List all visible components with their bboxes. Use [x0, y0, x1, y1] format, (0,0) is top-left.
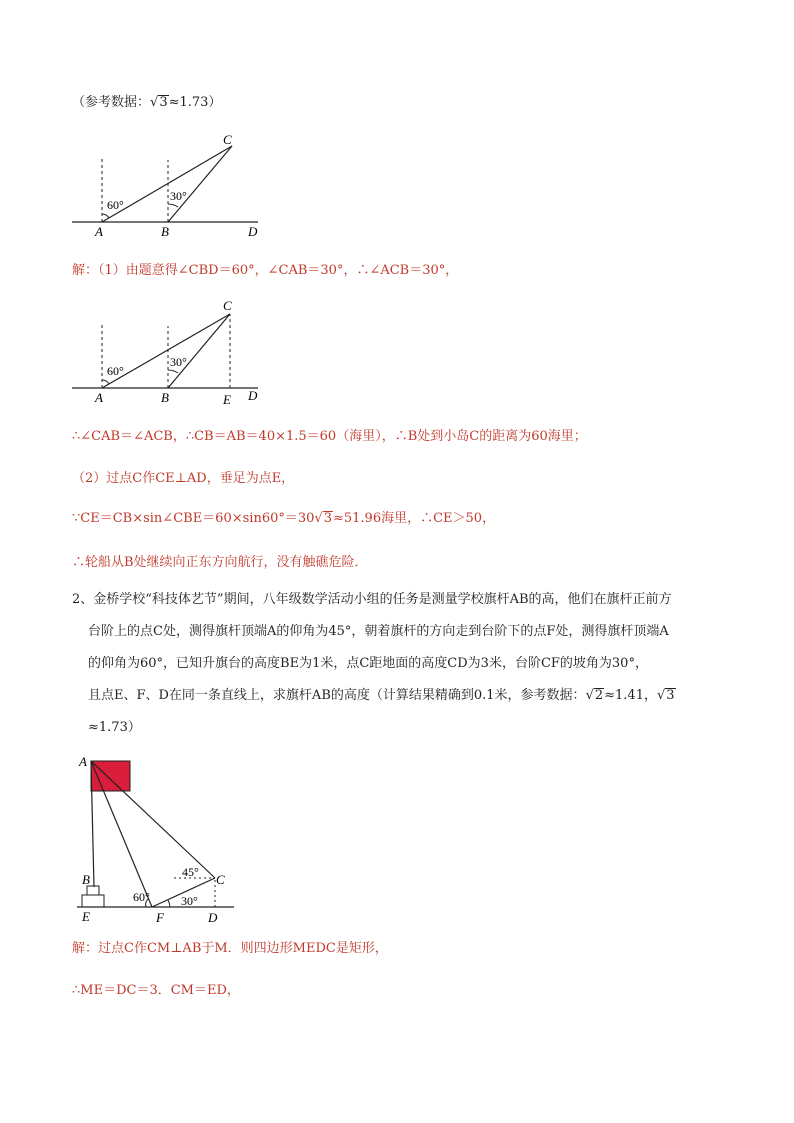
- ref-value: ≈1.73）: [168, 95, 222, 110]
- problem-2-line-2: 台阶上的点C处，测得旗杆顶端A的仰角为45°，朝着旗杆的方向走到台阶下的点F处，测得旗杆顶端A: [88, 624, 669, 639]
- segment-bc: [168, 146, 232, 222]
- label-b: B: [82, 872, 90, 887]
- problem-2-line-5: ≈1.73）: [88, 720, 141, 735]
- figure-3: [72, 752, 242, 924]
- ref-prefix: （参考数据：: [72, 95, 151, 110]
- sqrt-symbol: √: [585, 688, 594, 703]
- problem-2-line-3: 的仰角为60°，已知升旗台的高度BE为1米，点C距地面的高度CD为3米，台阶CF的坡角为30°，: [88, 656, 648, 671]
- solution-conclusion: ∴轮船从B处继续向正东方向航行，没有触礁危险．: [72, 555, 368, 570]
- solution-3-line-2: ∴ME＝DC＝3．CM＝ED，: [72, 983, 240, 998]
- label-a: A: [95, 390, 103, 405]
- platform-top: [87, 886, 99, 895]
- arc-a: [102, 380, 109, 384]
- platform-base: [82, 895, 104, 907]
- label-d: D: [248, 224, 258, 239]
- label-angle-b: 30°: [170, 189, 187, 203]
- label-angle-a: 60°: [107, 364, 124, 378]
- reference-data: [72, 94, 221, 112]
- label-a: A: [79, 754, 87, 769]
- problem-text-1: 金桥学校“科技体艺节”期间，八年级数学活动小组的任务是测量学校旗杆AB的高，他们在旗杆正前方: [93, 592, 672, 607]
- label-e: E: [82, 909, 90, 924]
- ce-calc-post: ≈51.96海里，∴CE＞50，: [332, 511, 496, 526]
- label-b: B: [161, 390, 169, 405]
- problem-2: [72, 584, 732, 744]
- label-angle-45: 45°: [182, 865, 199, 879]
- sqrt-symbol: √: [150, 95, 159, 110]
- solution-1-line-2: ∴∠CAB＝∠ACB，∴CB＝AB＝40×1.5＝60（海里），∴B处到小岛C的距离为60海里；: [72, 429, 587, 444]
- sqrt-radicand: 3: [159, 95, 168, 110]
- arc-b: [168, 370, 178, 373]
- label-f: F: [156, 910, 164, 924]
- label-a: A: [95, 224, 103, 239]
- sqrt-symbol: √: [314, 511, 323, 526]
- sqrt-radicand-2: 2: [594, 688, 604, 703]
- label-angle-30: 30°: [181, 894, 198, 908]
- solution-2-line-2: [72, 510, 495, 528]
- problem-2-line-1: [72, 584, 732, 616]
- label-b: B: [161, 224, 169, 239]
- sqrt-symbol: √: [656, 688, 666, 703]
- line-ac: [91, 761, 215, 878]
- segment-bc: [168, 314, 230, 388]
- problem-text-4-mid: ≈1.41，: [604, 688, 657, 703]
- label-angle-60: 60°: [133, 890, 150, 904]
- label-angle-b: 30°: [170, 355, 187, 369]
- label-c: C: [223, 132, 232, 147]
- ce-calc-radicand: 3: [323, 511, 332, 526]
- problem-number: 2、: [72, 592, 94, 607]
- label-e: E: [223, 392, 231, 406]
- arc-30: [168, 900, 170, 907]
- solution-3-line-1: 解：过点C作CM⊥AB于M．则四边形MEDC是矩形，: [72, 941, 388, 956]
- figure-2: [65, 296, 265, 406]
- problem-2-line-4: [72, 680, 732, 712]
- sqrt-radicand-3: 3: [666, 688, 675, 703]
- solution-2-line-1: （2）过点C作CE⊥AD，垂足为点E，: [72, 471, 295, 486]
- label-angle-a: 60°: [107, 198, 124, 212]
- label-c: C: [223, 298, 232, 313]
- solution-1-line-1: 解：（1）由题意得∠CBD＝60°，∠CAB＝30°，∴∠ACB＝30°，: [72, 263, 459, 278]
- label-c: C: [216, 872, 225, 887]
- figure-1: [65, 130, 265, 240]
- problem-text-4: 且点E、F、D在同一条直线上，求旗杆AB的高度（计算结果精确到0.1米，参考数据：: [88, 688, 586, 703]
- ce-calc-pre: ∵CE＝CB×sin∠CBE＝60×sin60°＝30: [72, 511, 315, 526]
- arc-b: [168, 204, 178, 207]
- label-d: D: [248, 388, 258, 403]
- arc-a: [102, 214, 109, 218]
- label-d: D: [208, 910, 218, 924]
